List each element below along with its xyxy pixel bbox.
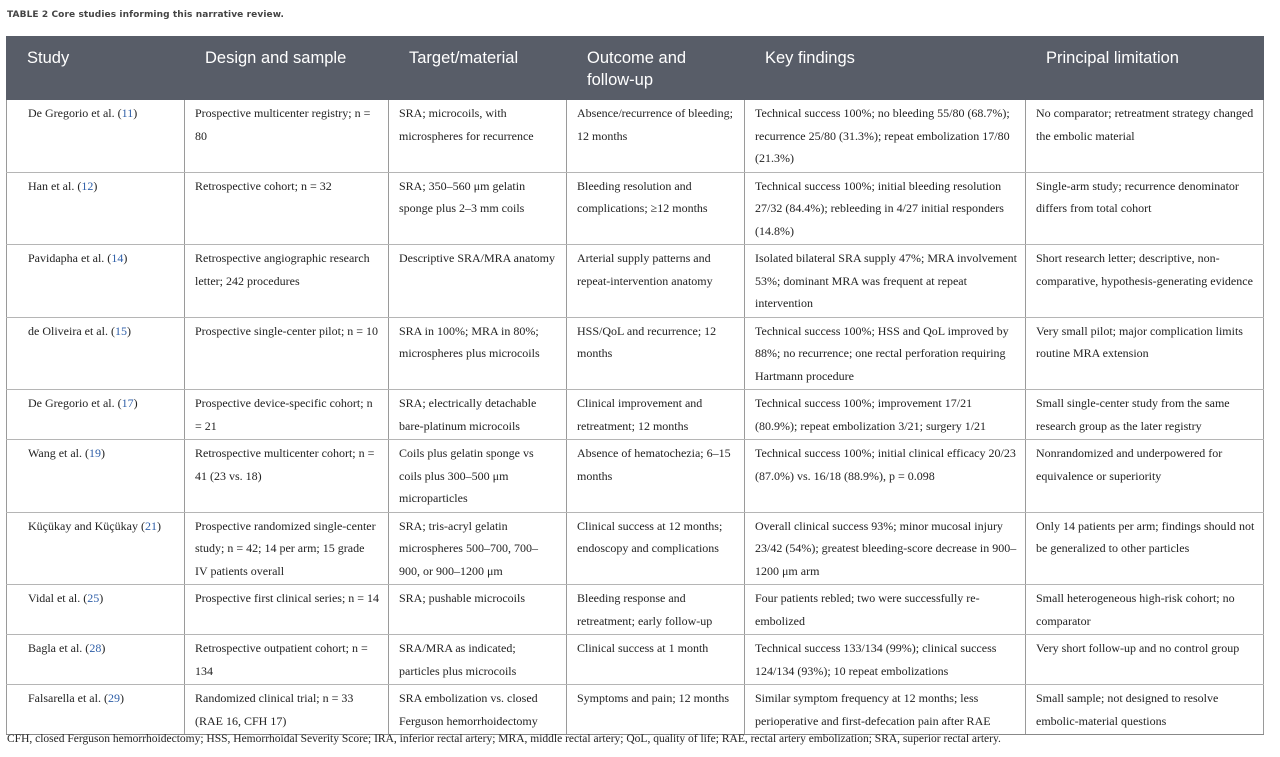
- table-row: [7, 390, 1264, 440]
- cell-outcome: Bleeding resolution and complications; ≥12 months: [567, 172, 745, 245]
- cell-outcome: Absence of hematochezia; 6–15 months: [567, 440, 745, 513]
- study-name-end: ): [99, 591, 104, 605]
- study-name-end: ): [101, 641, 106, 655]
- cell-target: SRA; tris-acryl gelatin microspheres 500–700, 700–900, or 900–1200 μm: [389, 512, 567, 585]
- cell-findings: Four patients rebled; two were successfully re-embolized: [745, 585, 1026, 635]
- study-name: Bagla et al. (: [28, 641, 90, 655]
- cell-study: [7, 317, 185, 390]
- cell-limitation: Small single-center study from the same research group as the later registry: [1026, 390, 1264, 440]
- reference-link[interactable]: 29: [107, 691, 120, 705]
- cell-limitation: Single-arm study; recurrence denominator differs from total cohort: [1026, 172, 1264, 245]
- cell-findings: Technical success 100%; initial clinical efficacy 20/23 (87.0%) vs. 16/18 (88.9%), p = 0.098: [745, 440, 1026, 513]
- header-study: Study: [7, 36, 185, 100]
- cell-outcome: Clinical success at 1 month: [567, 635, 745, 685]
- reference-link[interactable]: 17: [121, 396, 134, 410]
- cell-target: SRA/MRA as indicated; particles plus microcoils: [389, 635, 567, 685]
- cell-outcome: Bleeding response and retreatment; early follow-up: [567, 585, 745, 635]
- study-name: Küçükay and Küçükay (: [28, 518, 145, 533]
- study-name: De Gregorio et al. (: [28, 396, 122, 410]
- cell-findings: Technical success 100%; initial bleeding resolution 27/32 (84.4%); rebleeding in 4/27 initial responders (14.8%): [745, 172, 1026, 245]
- cell-limitation: Very short follow-up and no control group: [1026, 635, 1264, 685]
- study-name-end: ): [93, 178, 98, 193]
- cell-target: SRA; pushable microcoils: [389, 585, 567, 635]
- cell-findings: Overall clinical success 93%; minor mucosal injury 23/42 (54%); greatest bleeding-score decrease in 900–1200 μm arm: [745, 512, 1026, 585]
- cell-study: [7, 512, 185, 585]
- study-name-end: ): [123, 251, 128, 265]
- study-name: De Gregorio et al. (: [28, 106, 122, 120]
- cell-findings: Technical success 100%; improvement 17/21 (80.9%); repeat embolization 3/21; surgery 1/21: [745, 390, 1026, 440]
- header-limitation: Principal limitation: [1026, 36, 1264, 100]
- cell-findings: Isolated bilateral SRA supply 47%; MRA involvement 53%; dominant MRA was frequent at repeat intervention: [745, 245, 1026, 318]
- study-name-end: ): [101, 446, 106, 460]
- study-name-end: ): [156, 518, 161, 533]
- cell-target: Coils plus gelatin sponge vs coils plus 300–500 μm microparticles: [389, 440, 567, 513]
- study-name: Han et al. (: [28, 178, 82, 193]
- study-name-end: ): [133, 106, 138, 120]
- header-target: Target/material: [389, 36, 567, 100]
- cell-findings: Technical success 100%; HSS and QoL improved by 88%; no recurrence; one rectal perforation requiring Hartmann procedure: [745, 317, 1026, 390]
- table-row: [7, 172, 1264, 245]
- cell-design: Randomized clinical trial; n = 33 (RAE 16, CFH 17): [185, 685, 389, 735]
- cell-target: SRA; 350–560 μm gelatin sponge plus 2–3 mm coils: [389, 172, 567, 245]
- cell-study: [7, 245, 185, 318]
- cell-outcome: Clinical improvement and retreatment; 12 months: [567, 390, 745, 440]
- cell-limitation: No comparator; retreatment strategy changed the embolic material: [1026, 100, 1264, 172]
- study-name-end: ): [133, 396, 138, 410]
- table-header-row: [7, 36, 1264, 100]
- cell-outcome: Absence/recurrence of bleeding; 12 months: [567, 100, 745, 172]
- reference-link[interactable]: 19: [89, 446, 102, 460]
- cell-target: Descriptive SRA/MRA anatomy: [389, 245, 567, 318]
- cell-limitation: Nonrandomized and underpowered for equivalence or superiority: [1026, 440, 1264, 513]
- cell-limitation: Short research letter; descriptive, non-comparative, hypothesis-generating evidence: [1026, 245, 1264, 318]
- cell-study: [7, 685, 185, 735]
- cell-design: Prospective first clinical series; n = 14: [185, 585, 389, 635]
- reference-link[interactable]: 11: [121, 106, 134, 120]
- table-footnote: CFH, closed Ferguson hemorrhoidectomy; HSS, Hemorrhoidal Severity Score; IRA, inferior rectal artery; MRA, middle rectal artery; QoL, quality of life; RAE, rectal artery embolization; SRA, superior rectal artery.: [7, 733, 1001, 745]
- cell-limitation: Very small pilot; major complication limits routine MRA extension: [1026, 317, 1264, 390]
- table-row: [7, 635, 1264, 685]
- cell-limitation: Only 14 patients per arm; findings should not be generalized to other particles: [1026, 512, 1264, 585]
- cell-outcome: HSS/QoL and recurrence; 12 months: [567, 317, 745, 390]
- reference-link[interactable]: 25: [87, 591, 100, 605]
- reference-link[interactable]: 14: [111, 251, 124, 265]
- cell-design: Prospective single-center pilot; n = 10: [185, 317, 389, 390]
- cell-study: [7, 390, 185, 440]
- cell-design: Prospective randomized single-center study; n = 42; 14 per arm; 15 grade IV patients overall: [185, 512, 389, 585]
- study-name: de Oliveira et al. (: [28, 323, 115, 338]
- cell-design: Prospective device-specific cohort; n = 21: [185, 390, 389, 440]
- study-name: Vidal et al. (: [28, 591, 88, 605]
- cell-study: [7, 100, 185, 172]
- table-row: [7, 317, 1264, 390]
- cell-study: [7, 585, 185, 635]
- study-name: Wang et al. (: [28, 446, 90, 460]
- cell-limitation: Small sample; not designed to resolve embolic-material questions: [1026, 685, 1264, 735]
- table-row: [7, 440, 1264, 513]
- cell-outcome: Symptoms and pain; 12 months: [567, 685, 745, 735]
- cell-outcome: Arterial supply patterns and repeat-intervention anatomy: [567, 245, 745, 318]
- table-row: [7, 685, 1264, 735]
- cell-design: Prospective multicenter registry; n = 80: [185, 100, 389, 172]
- cell-design: Retrospective cohort; n = 32: [185, 172, 389, 245]
- cell-target: SRA embolization vs. closed Ferguson hemorrhoidectomy: [389, 685, 567, 735]
- table-row: [7, 100, 1264, 172]
- header-outcome: Outcome and follow-up: [567, 36, 745, 100]
- cell-findings: Technical success 133/134 (99%); clinical success 124/134 (93%); 10 repeat embolizations: [745, 635, 1026, 685]
- cell-study: [7, 635, 185, 685]
- table-row: [7, 245, 1264, 318]
- cell-target: SRA in 100%; MRA in 80%; microspheres plus microcoils: [389, 317, 567, 390]
- reference-link[interactable]: 28: [89, 641, 102, 655]
- study-name-end: ): [119, 691, 124, 705]
- cell-target: SRA; microcoils, with microspheres for recurrence: [389, 100, 567, 172]
- studies-table: [6, 36, 1264, 735]
- table-caption: TABLE 2 Core studies informing this narrative review.: [7, 10, 285, 20]
- cell-limitation: Small heterogeneous high-risk cohort; no comparator: [1026, 585, 1264, 635]
- reference-link[interactable]: 15: [114, 323, 127, 338]
- cell-target: SRA; electrically detachable bare-platinum microcoils: [389, 390, 567, 440]
- cell-design: Retrospective multicenter cohort; n = 41 (23 vs. 18): [185, 440, 389, 513]
- cell-findings: Technical success 100%; no bleeding 55/80 (68.7%); recurrence 25/80 (31.3%); repeat embolization 17/80 (21.3%): [745, 100, 1026, 172]
- reference-link[interactable]: 21: [144, 518, 157, 533]
- study-name: Pavidapha et al. (: [28, 251, 112, 265]
- header-design: Design and sample: [185, 36, 389, 100]
- table-row: [7, 512, 1264, 585]
- study-name-end: ): [126, 323, 131, 338]
- cell-study: [7, 440, 185, 513]
- reference-link[interactable]: 12: [81, 178, 94, 193]
- cell-findings: Similar symptom frequency at 12 months; less perioperative and first-defecation pain after RAE: [745, 685, 1026, 735]
- cell-design: Retrospective outpatient cohort; n = 134: [185, 635, 389, 685]
- cell-design: Retrospective angiographic research letter; 242 procedures: [185, 245, 389, 318]
- cell-outcome: Clinical success at 12 months; endoscopy and complications: [567, 512, 745, 585]
- cell-study: [7, 172, 185, 245]
- header-findings: Key findings: [745, 36, 1026, 100]
- study-name: Falsarella et al. (: [28, 691, 108, 705]
- table-row: [7, 585, 1264, 635]
